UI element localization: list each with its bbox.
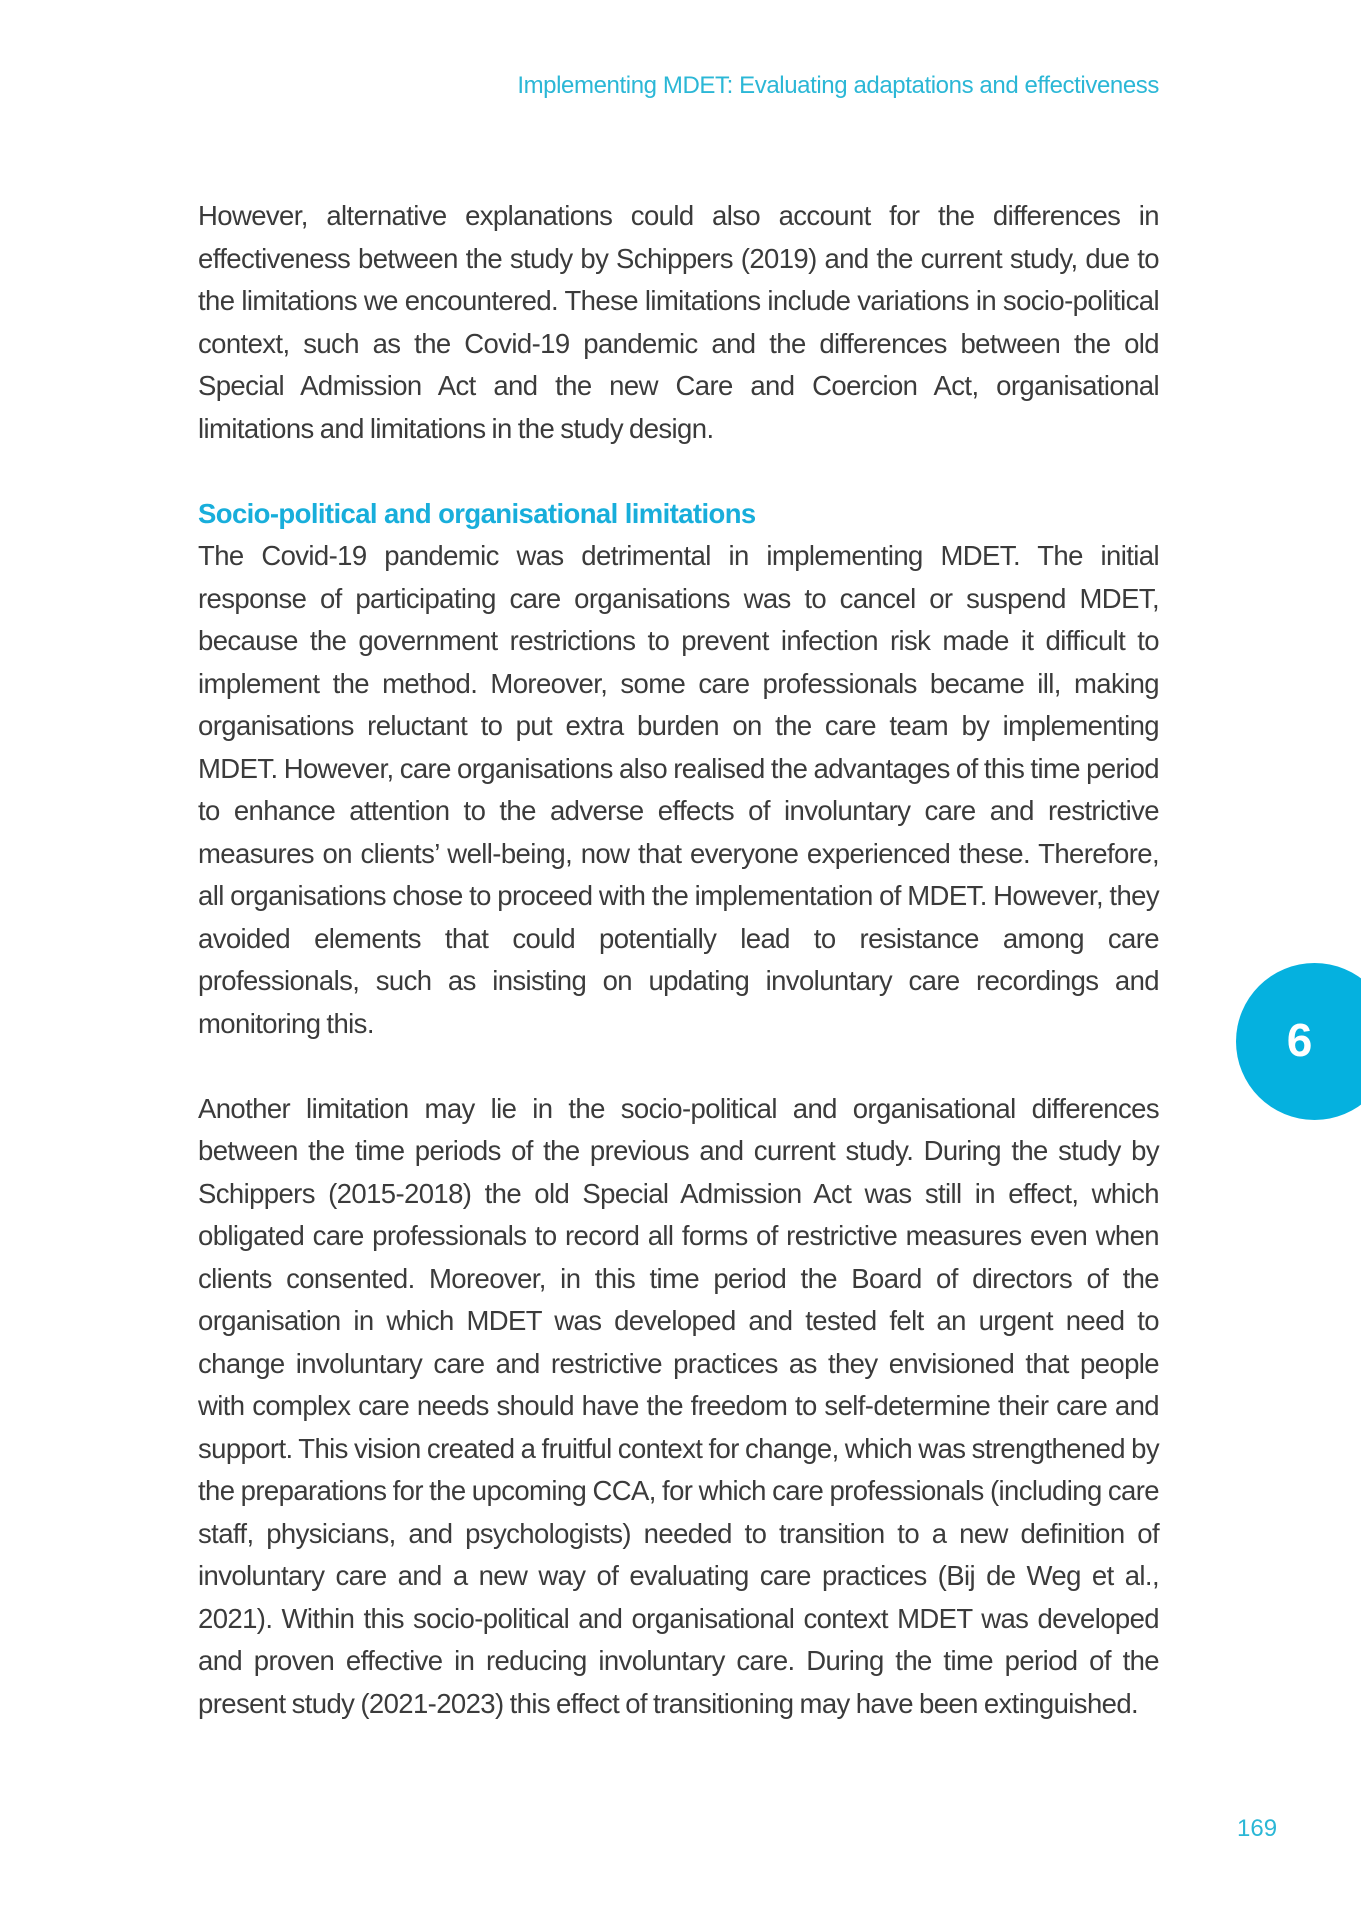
chapter-tab-badge [1236,963,1361,1120]
chapter-number: 6 [1286,1013,1313,1066]
paragraph-alternative-explanations: However, alternative explanations could also account for the differences in effectiveness between the study by Schippers (2019) and the current study, due to the limitations we encountered. These limitations include variations in socio-political context, such as the Covid-19 pandemic and the differences between the old Special Admission Act and the new Care and Coercion Act, organisational limitations and limitations in the study design. [198,200,1159,444]
page-number: 169 [1237,1815,1278,1842]
running-header: Implementing MDET: Evaluating adaptations and effectiveness [517,72,1159,99]
paragraph-spacer [198,450,1159,493]
page-body [198,195,1159,1725]
paragraph-another-limitation: Another limitation may lie in the socio-political and organisational differences between the time periods of the previous and current study. During the study by Schippers (2015-2018) the old Special Admission Act was still in effect, which obligated care professionals to record all forms of restrictive measures even when clients consented. Moreover, in this time period the Board of directors of the organisation in which MDET was developed and tested felt an urgent need to change involuntary care and restrictive practices as they envisioned that people with complex care needs should have the freedom to self-determine their care and support. This vision created a fruitful context for change, which was strengthened by the preparations for the upcoming CCA, for which care professionals (including care staff, physicians, and psychologists) needed to transition to a new definition of involuntary care and a new way of evaluating care practices (Bij de Weg et al., 2021). Within this socio-political and organisational context MDET was developed and proven effective in reducing involuntary care. During the time period of the present study (2021-2023) this effect of transitioning may have been extinguished. [198,1092,1159,1719]
paragraph-covid-pandemic: The Covid-19 pandemic was detrimental in implementing MDET. The initial response of participating care organisations was to cancel or suspend MDET, because the government restrictions to prevent infection risk made it difficult to implement the method. Moreover, some care professionals became ill, making organisations reluctant to put extra burden on the care team by implementing MDET. However, care organisations also realised the advantages of this time period to enhance attention to the adverse effects of involuntary care and restrictive measures on clients’ well-being, now that everyone experienced these. Therefore, all organisations chose to proceed with the implementation of MDET. However, they avoided elements that could potentially lead to resistance among care professionals, such as insisting on updating involuntary care recordings and monitoring this. [198,540,1159,1039]
paragraph-spacer [198,1045,1159,1088]
section-heading: Socio-political and organisational limitations [198,497,756,529]
